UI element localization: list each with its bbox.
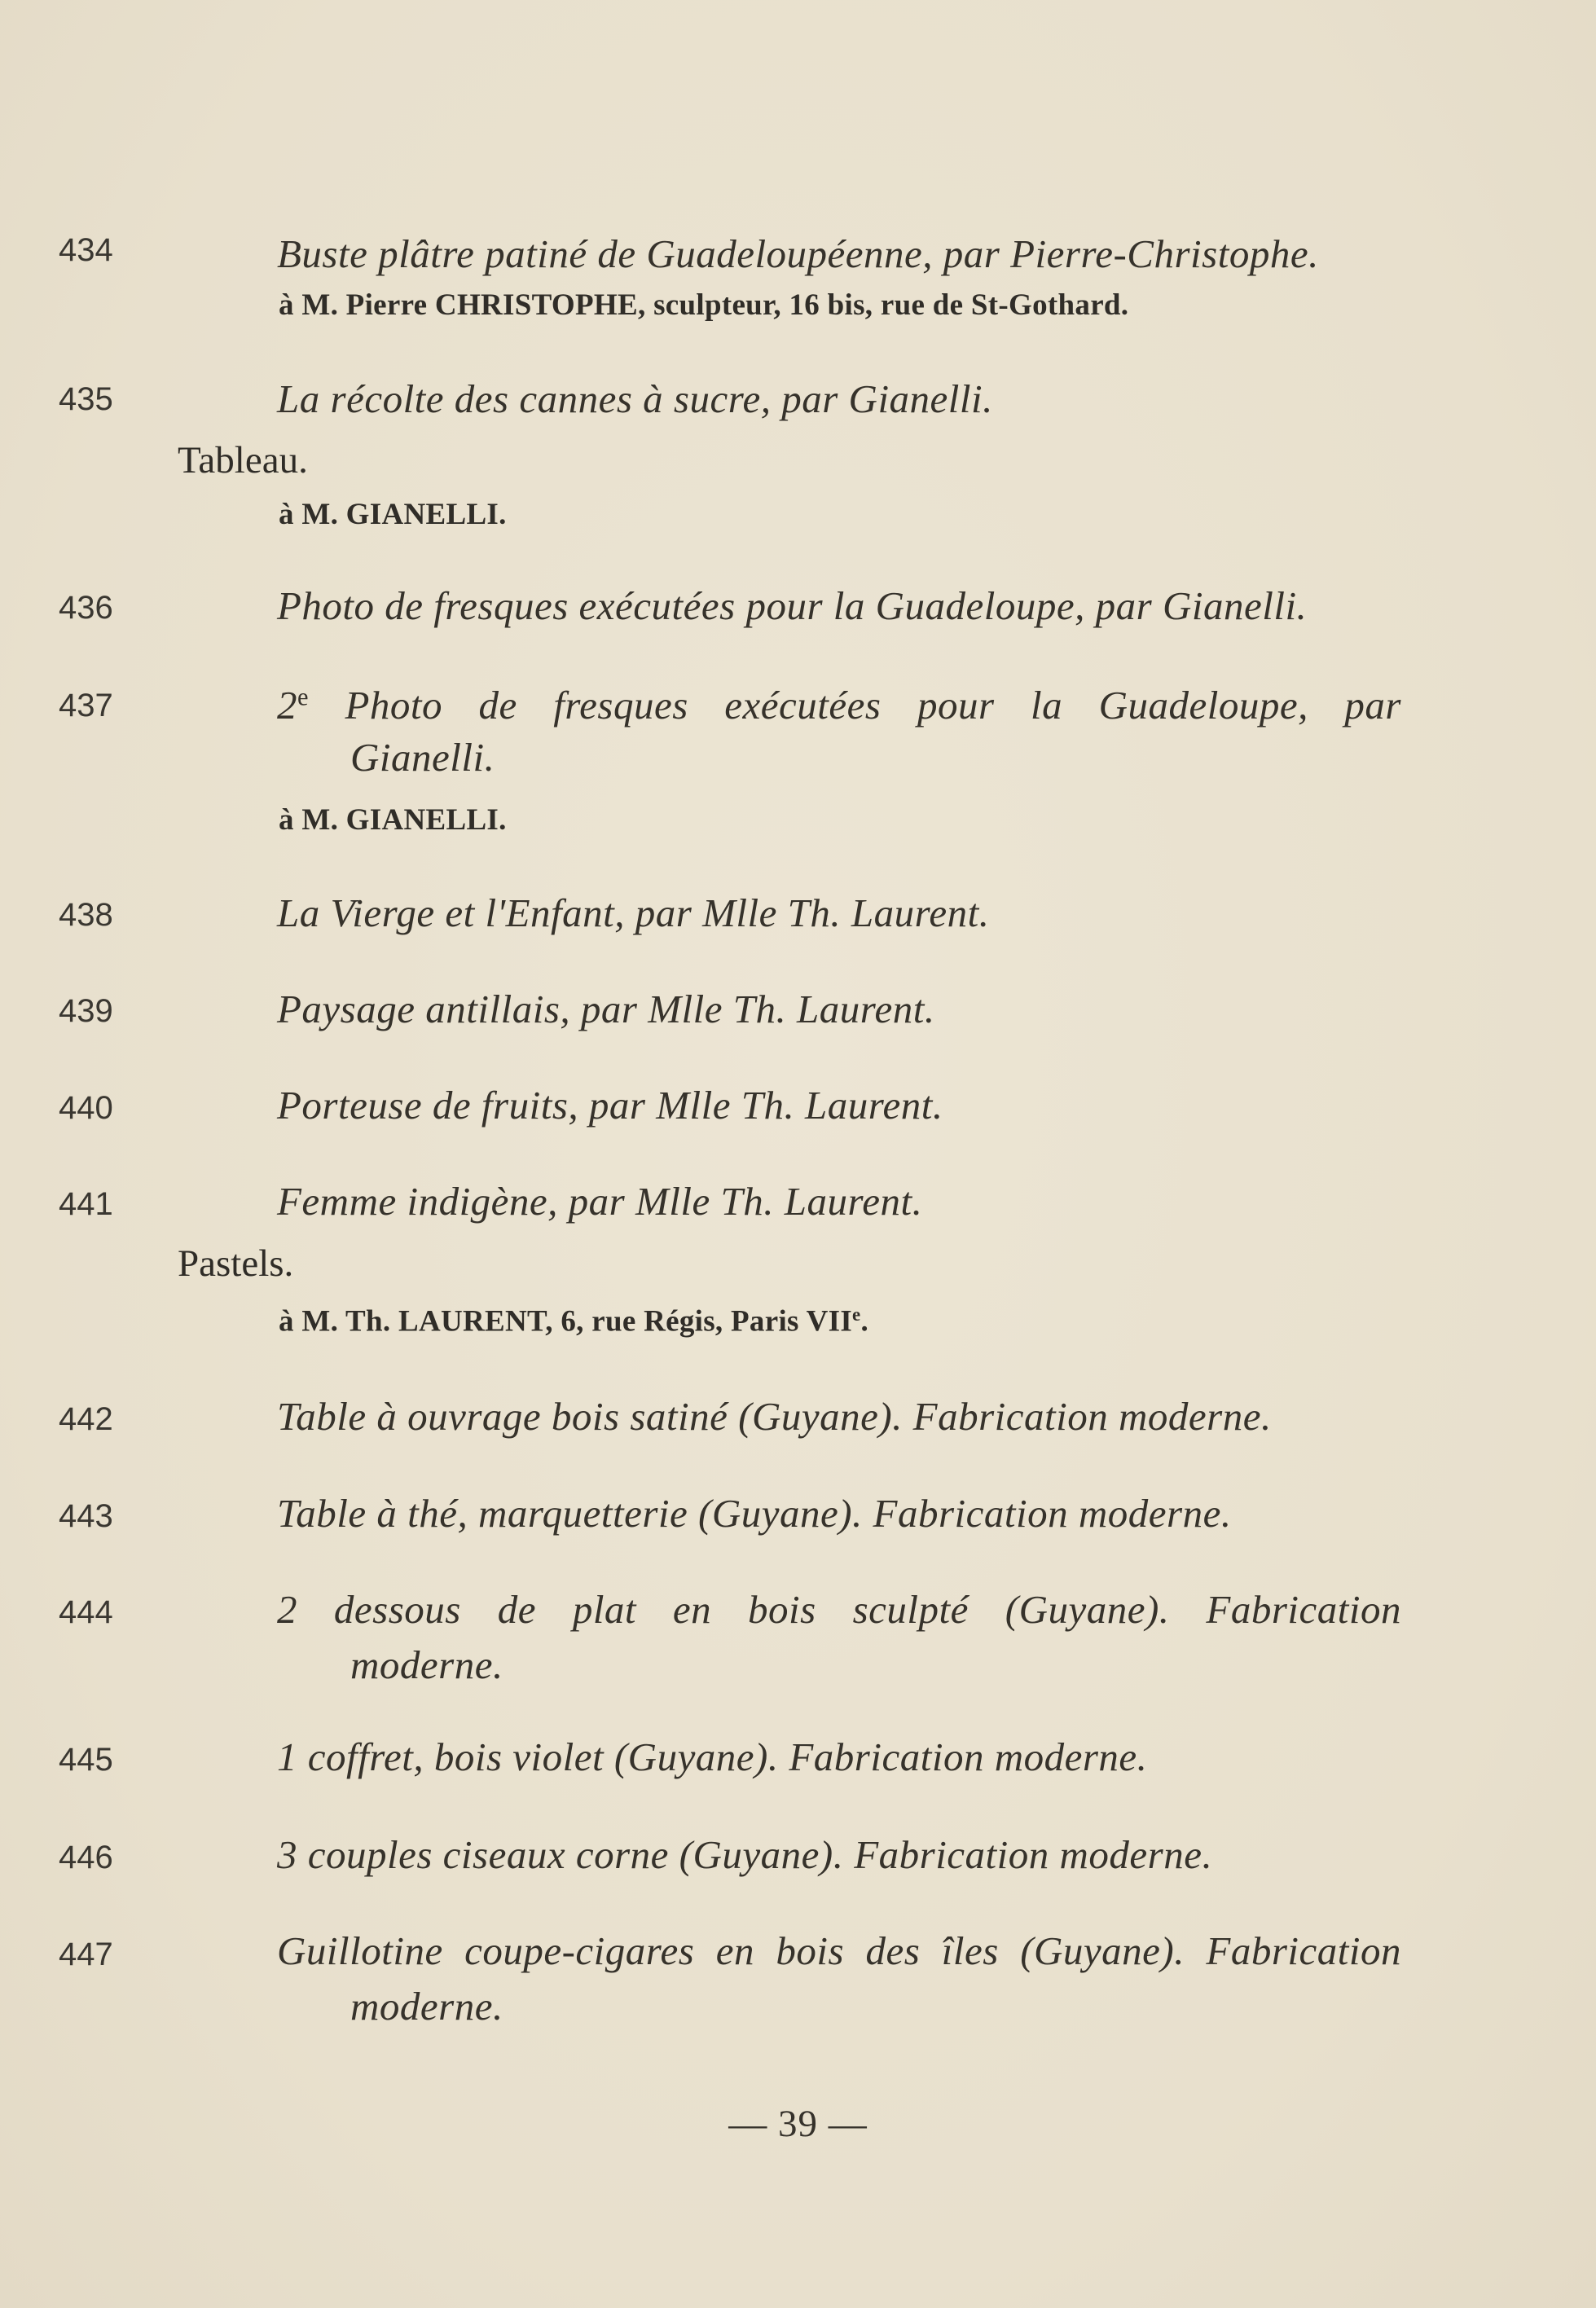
- entry-title: 2 dessous de plat en bois sculpté (Guyane). Fabrication: [277, 1587, 1401, 1632]
- entry-number: 441: [59, 1186, 113, 1222]
- entry-title-continuation: moderne.: [350, 1984, 503, 2029]
- entry-number: 446: [59, 1840, 113, 1875]
- entry-number: 443: [59, 1498, 113, 1534]
- entry-title-continuation: Gianelli.: [350, 735, 495, 780]
- entry-lender: à M. Pierre CHRISTOPHE, sculpteur, 16 bis, rue de St-Gothard.: [279, 288, 1129, 322]
- entry-title-prefix-sup: e: [297, 683, 309, 711]
- entry-title: Guillotine coupe-cigares en bois des îles (Guyane). Fabrication: [277, 1928, 1401, 1973]
- entry-lender-end: .: [860, 1304, 869, 1339]
- entry-number: 439: [59, 993, 113, 1029]
- entry-category: Pastels.: [178, 1242, 294, 1285]
- page-number: — 39 —: [728, 2103, 868, 2145]
- entry-category: Tableau.: [178, 439, 308, 481]
- entry-title: Buste plâtre patiné de Guadeloupéenne, par Pierre-Christophe.: [277, 231, 1319, 276]
- entry-title: 3 couples ciseaux corne (Guyane). Fabrication moderne.: [277, 1832, 1213, 1877]
- entry-title-prefix: 2: [277, 683, 297, 728]
- entry-number: 435: [59, 381, 113, 417]
- entry-title-text: Photo de fresques exécutées pour la Guadeloupe, par: [308, 683, 1401, 728]
- entry-title: 1 coffret, bois violet (Guyane). Fabrication moderne.: [277, 1734, 1148, 1779]
- entry-title: [277, 682, 1401, 730]
- entry-number: 438: [59, 897, 113, 933]
- entry-title: La récolte des cannes à sucre, par Gianelli.: [277, 376, 993, 421]
- entry-number: 436: [59, 590, 113, 626]
- entry-title-continuation: moderne.: [350, 1642, 503, 1687]
- entry-number: 444: [59, 1594, 113, 1630]
- entry-number: 445: [59, 1742, 113, 1778]
- entry-lender: [279, 1303, 868, 1340]
- entry-lender: à M. GIANELLI.: [279, 498, 507, 531]
- entry-number: 447: [59, 1937, 113, 1972]
- entry-title: Porteuse de fruits, par Mlle Th. Laurent.: [277, 1083, 943, 1128]
- entry-title: Photo de fresques exécutées pour la Guadeloupe, par Gianelli.: [277, 583, 1308, 628]
- entry-number: 440: [59, 1090, 113, 1126]
- entry-number: 437: [59, 688, 113, 723]
- entry-title: Femme indigène, par Mlle Th. Laurent.: [277, 1179, 923, 1224]
- entry-title: Table à ouvrage bois satiné (Guyane). Fabrication moderne.: [277, 1394, 1272, 1439]
- entry-lender-text: à M. Th. LAURENT, 6, rue Régis, Paris VII: [279, 1304, 853, 1339]
- entry-lender: à M. GIANELLI.: [279, 803, 507, 837]
- entry-title: Table à thé, marquetterie (Guyane). Fabrication moderne.: [277, 1491, 1232, 1536]
- entry-number: 442: [59, 1401, 113, 1437]
- entry-title: La Vierge et l'Enfant, par Mlle Th. Laurent.: [277, 890, 990, 935]
- entry-lender-sup: e: [852, 1304, 861, 1325]
- entry-title: Paysage antillais, par Mlle Th. Laurent.: [277, 987, 935, 1031]
- entry-number: 434: [59, 232, 113, 268]
